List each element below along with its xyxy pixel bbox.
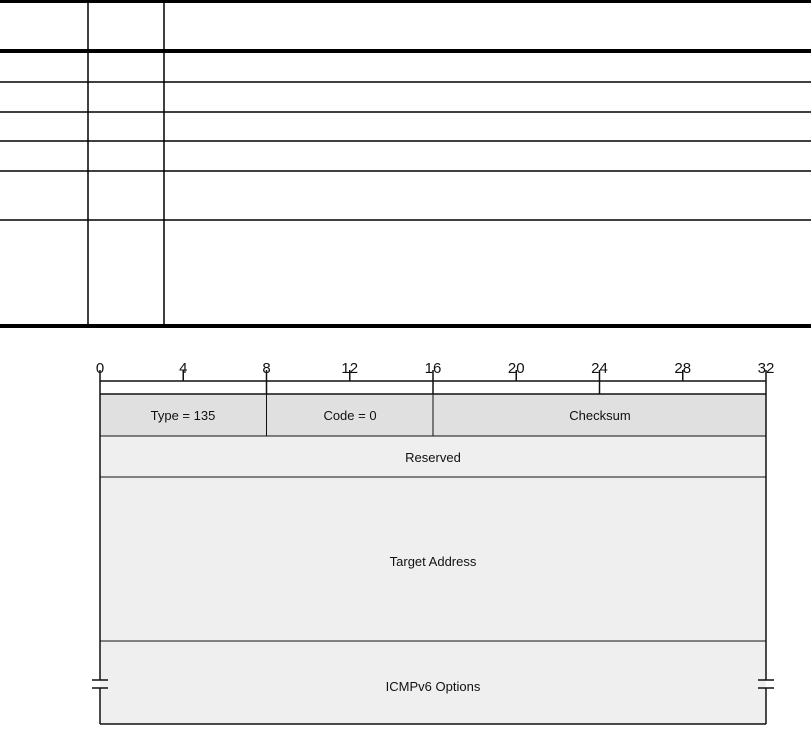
bit-ruler-ticks [96,360,775,394]
target-address-field-label: Target Address [389,554,477,569]
bit-tick-label: 4 [179,360,188,377]
bit-tick-label: 20 [507,360,525,377]
reserved-field-label: Reserved [405,450,461,465]
bit-tick-label: 8 [262,360,271,377]
bit-tick-label: 12 [341,360,359,377]
checksum-field-label: Checksum [569,408,631,423]
code-field-label: Code = 0 [323,408,377,423]
bit-tick-label: 16 [424,360,442,377]
bit-tick-label: 0 [95,360,105,377]
bit-tick-label: 32 [757,360,775,377]
bit-tick-label: 28 [674,360,692,377]
bit-tick-label: 24 [591,360,608,377]
type-field-label: Type = 135 [150,408,216,423]
options-field-label: ICMPv6 Options [385,679,481,694]
